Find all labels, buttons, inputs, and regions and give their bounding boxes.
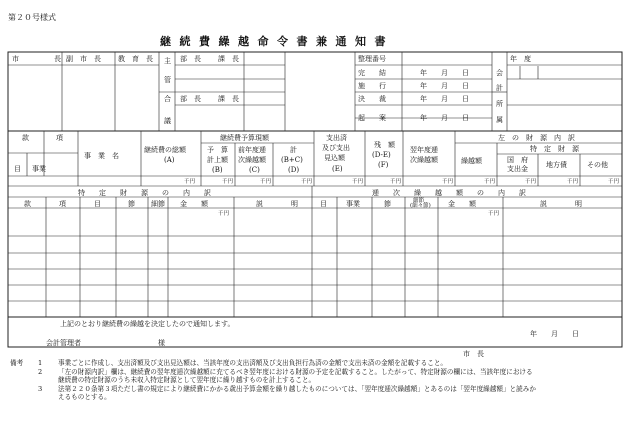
label-kessai: 決 裁: [358, 95, 386, 103]
col-chihosai: 地方債: [546, 161, 567, 169]
col-kurikoshi: 繰越額: [461, 157, 482, 165]
notice-date: 年 月 日: [530, 330, 579, 338]
label-kanketsu: 完 結: [358, 69, 386, 77]
col-shishutsu-code: (E): [332, 165, 343, 173]
note-1-number: 1: [38, 359, 43, 367]
label-sho: 所: [496, 100, 503, 108]
col-zangaku-code: (D-E): [372, 151, 391, 159]
note-3-number: 3: [38, 384, 43, 393]
label-gi: 議: [164, 117, 171, 125]
unit-chihosai: 千円: [567, 179, 579, 185]
dept-head-2: 部 長: [180, 95, 201, 103]
lower-col-saisaisetsu: (細々節): [410, 203, 431, 209]
label-kei: 計: [496, 84, 503, 92]
date-shiko: 年 月 日: [420, 82, 469, 90]
label-nendo: 年 度: [510, 55, 531, 63]
col-tokutei-zaigen: 特 定 財 源: [530, 145, 579, 153]
unit-kurikoshi: 千円: [484, 179, 496, 185]
dept-head-1: 部 長: [180, 55, 201, 63]
section-chief-1: 課 長: [218, 55, 239, 63]
col-jigyo: 事業: [32, 165, 46, 173]
col-zangaku: 残 額: [374, 141, 395, 149]
col-kokufu-2: 支出金: [507, 165, 528, 173]
note-2a: 「左の財源内訳」欄は、継続費の翌年度逓次繰越額に充てるべき翌年度における財源の予定を記載すること。したがって、特定財源の欄には、当該年度における: [58, 367, 533, 376]
col-zennendo-code: (C): [249, 166, 260, 174]
unit-kokufu: 千円: [525, 179, 537, 185]
lower-col-setsumei-2: 説 明: [540, 200, 582, 208]
label-kan: 管: [164, 76, 171, 84]
col-shishutsu-1: 支出済: [326, 134, 347, 142]
col-zaigen-uchiwake: 左 の 財 源 内 訳: [498, 134, 575, 142]
label-shu: 主: [164, 57, 171, 65]
col-yokunendo-2: 次繰越額: [410, 156, 438, 164]
approver-mayor: 市 長: [12, 55, 61, 63]
unit-kei: 千円: [301, 179, 313, 185]
label-kai: 会: [496, 69, 503, 77]
lower-col-saisetsu: 細節: [151, 200, 165, 208]
col-sougaku: 継続費の総額: [144, 146, 186, 154]
note-1: 事業ごとに作成し、支出済額及び支出見込額は、当該年度の支出済額及び支出負担行為済の金額で支出未済の金額を記載すること。: [58, 359, 448, 367]
label-kian: 起 案: [358, 114, 386, 122]
section-chief-2: 課 長: [218, 95, 239, 103]
col-kei-code: (B+C): [281, 156, 303, 164]
lower-col-kingaku: 金 額: [180, 200, 208, 208]
notes-label: 備考: [10, 359, 24, 367]
col-zangaku-code2: (F): [378, 161, 389, 169]
col-keizoku-yosan: 継続費予算現額: [220, 134, 269, 142]
label-shiko: 施 行: [358, 82, 386, 90]
lower-col-setsumei: 説 明: [256, 200, 298, 208]
unit-yosan: 千円: [222, 179, 234, 185]
lower-col-moku-2: 目: [320, 200, 327, 208]
lower-col-kan: 款: [24, 200, 31, 208]
col-yosan-code: (B): [212, 166, 223, 174]
col-yokunendo-1: 翌年度逓: [410, 146, 438, 154]
col-sougaku-code: (A): [164, 156, 175, 164]
label-seiri-bango: 整理番号: [358, 55, 386, 63]
label-zoku: 属: [496, 116, 503, 124]
note-3a: 法第２２０条第３項ただし書の規定により継続費にかかる歳出予算金額を繰り越したものについては、「翌年度逓次繰越額」とあるのは「翌年度繰越額」と読みか: [58, 384, 536, 393]
col-jikuri: 次繰越額: [238, 156, 266, 164]
lower-col-kou: 項: [59, 200, 66, 208]
col-sonota: その他: [587, 161, 608, 169]
tokutei-uchiwake-heading: 特 定 財 源 の 内 訳: [78, 189, 211, 197]
note-2-number: 2: [38, 367, 43, 376]
date-kessai: 年 月 日: [420, 95, 469, 103]
label-go: 合: [164, 95, 171, 103]
issuer-mayor: 市 長: [463, 350, 484, 358]
col-kei-code2: (D): [288, 166, 300, 174]
unit-sonota: 千円: [608, 179, 620, 185]
date-kanketsu: 年 月 日: [420, 69, 469, 77]
lower-col-jigyo: 事業: [346, 200, 360, 208]
col-kan: 款: [22, 134, 29, 142]
unit-shishutsu: 千円: [352, 179, 364, 185]
unit-zangaku: 千円: [390, 179, 402, 185]
notice-statement: 上記のとおり継続費の繰越を決定したので通知します。: [60, 320, 235, 328]
form-number: 第２０号様式: [8, 13, 56, 22]
lower-col-moku: 目: [94, 200, 101, 208]
form-title: 継続費繰越命令書兼通知書: [160, 35, 394, 48]
col-jigyomei: 事 業 名: [84, 152, 119, 160]
note-2b: 継続費の特定財源のうち未収入特定財源として翌年度に繰り越すものを計上すること。: [58, 376, 316, 385]
unit-yokunendo: 千円: [442, 179, 454, 185]
notes: [10, 359, 536, 402]
col-keijo-gaku: 計上額: [207, 156, 228, 164]
lower-col-setsu: 節: [128, 200, 135, 208]
col-kokufu-1: 国 府: [507, 156, 528, 164]
lower-unit-1: 千円: [218, 211, 230, 217]
approver-deputy-mayor: 副 市 長: [66, 55, 101, 63]
col-zennendo: 前年度逓: [238, 146, 266, 154]
date-kian: 年 月 日: [420, 114, 469, 122]
approver-superintendent: 教 育 長: [118, 55, 153, 63]
lower-col-kingaku-2: 金 額: [448, 200, 476, 208]
col-kou: 項: [56, 134, 63, 142]
recipient-kaikei: 会計管理者: [46, 339, 81, 347]
col-shishutsu-3: 見込額: [324, 154, 345, 162]
col-yosan: 予 算: [207, 146, 228, 154]
unit-sougaku: 千円: [184, 179, 196, 185]
col-shishutsu-2: 及び支出: [322, 144, 350, 152]
recipient-sama: 様: [158, 339, 165, 347]
lower-unit-2: 千円: [488, 211, 500, 217]
col-kei: 計: [290, 146, 297, 154]
lower-col-saisetsu-2: 細節: [413, 198, 425, 204]
chiji-uchiwake-heading: 逓 次 繰 越 額 の 内 訳: [372, 189, 526, 197]
lower-col-setsu-2: 節: [384, 200, 391, 208]
unit-zennendo: 千円: [260, 179, 272, 185]
note-3b: えるものとする。: [58, 393, 111, 402]
col-moku: 目: [14, 165, 21, 173]
